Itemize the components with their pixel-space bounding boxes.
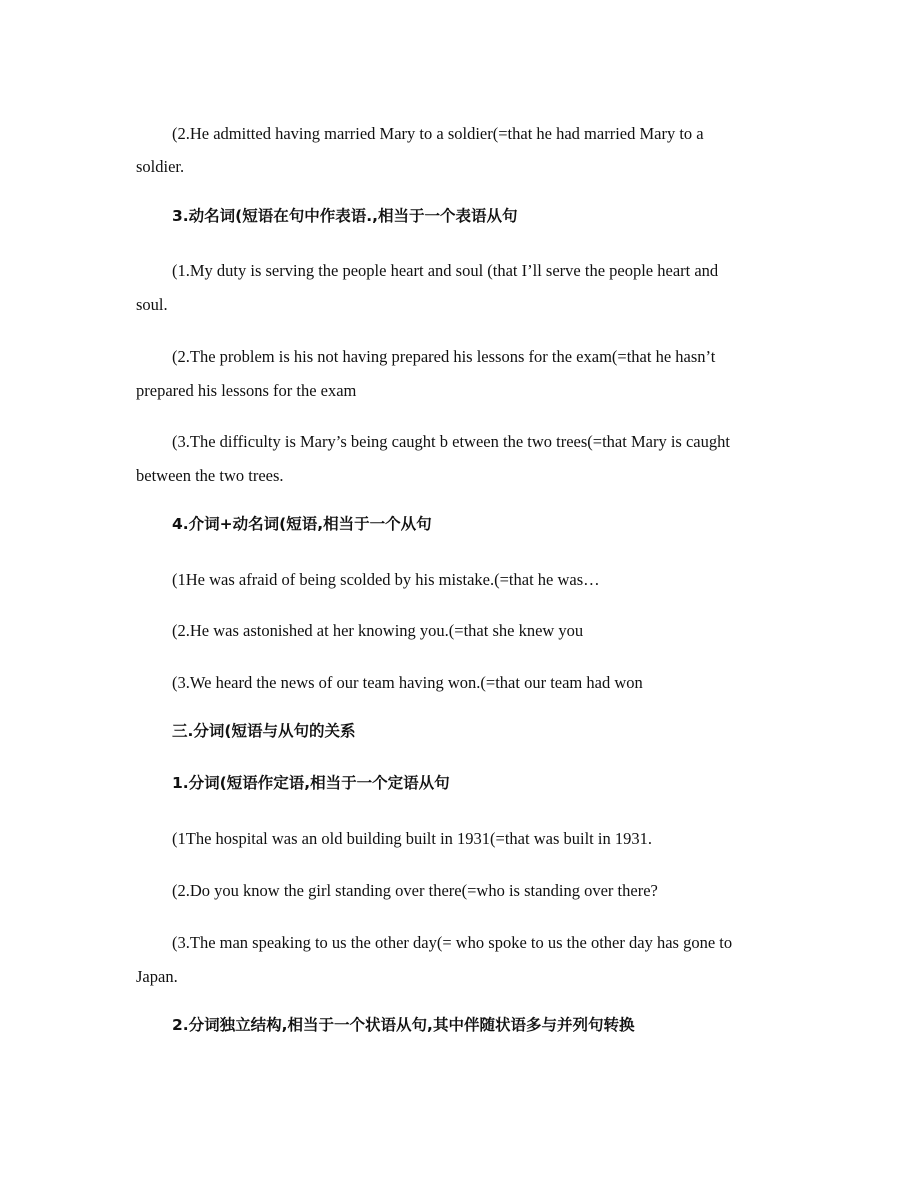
section-heading: 4.介词+动名词(短语,相当于一个从句 — [172, 515, 432, 533]
section-heading: 3.动名词(短语在句中作表语.,相当于一个表语从句 — [172, 207, 518, 225]
example-line-continuation: between the two trees. — [136, 466, 284, 485]
section-heading: 三.分词(短语与从句的关系 — [172, 722, 356, 740]
example-line: (1.My duty is serving the people heart and soul (that I’ll serve the people heart and — [172, 261, 719, 280]
example-line: (3.We heard the news of our team having won.(=that our team had won — [172, 673, 643, 692]
example-line-continuation: soul. — [136, 295, 168, 314]
section-heading: 1.分词(短语作定语,相当于一个定语从句 — [172, 774, 450, 792]
example-line: (2.He admitted having married Mary to a soldier(=that he had married Mary to a — [172, 124, 704, 143]
example-line: (2.He was astonished at her knowing you.(=that she knew you — [172, 621, 584, 640]
example-line-continuation: Japan. — [136, 967, 178, 986]
example-line: (2.Do you know the girl standing over there(=who is standing over there? — [172, 881, 658, 900]
example-line: (1The hospital was an old building built in 1931(=that was built in 1931. — [172, 829, 652, 848]
example-line-continuation: soldier. — [136, 157, 185, 176]
example-line: (2.The problem is his not having prepared his lessons for the exam(=that he hasn’t — [172, 347, 716, 366]
example-line-continuation: prepared his lessons for the exam — [136, 381, 357, 400]
example-line: (3.The man speaking to us the other day(= who spoke to us the other day has gone to — [172, 933, 733, 952]
section-heading: 2.分词独立结构,相当于一个状语从句,其中伴随状语多与并列句转换 — [172, 1016, 635, 1034]
example-line: (3.The difficulty is Mary’s being caught b etween the two trees(=that Mary is caught — [172, 432, 730, 451]
example-line: (1He was afraid of being scolded by his mistake.(=that he was… — [172, 570, 600, 589]
